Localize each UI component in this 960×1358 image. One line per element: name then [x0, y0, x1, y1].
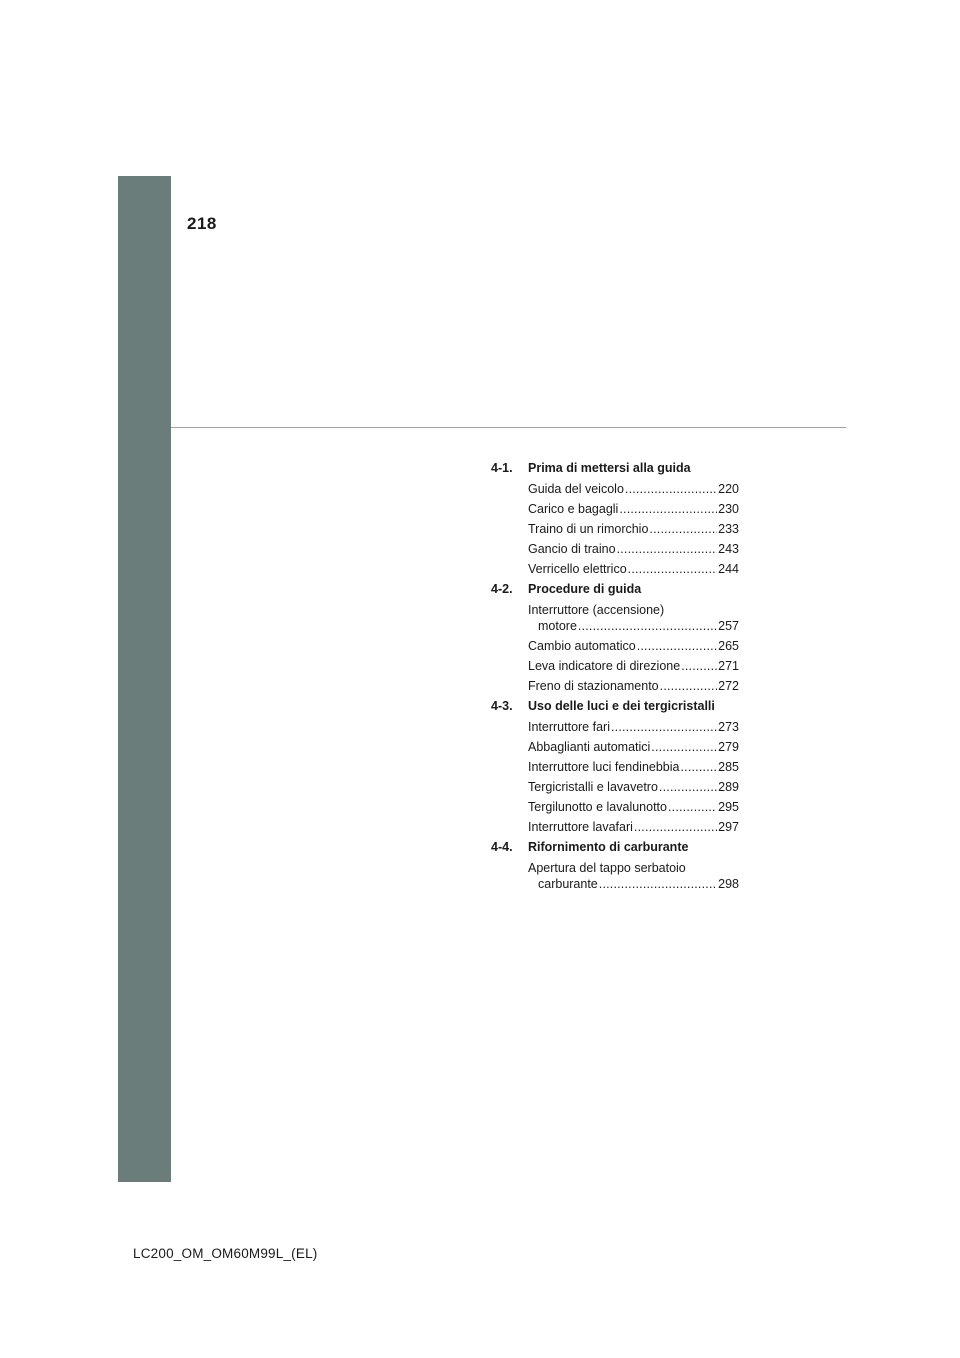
entry-page: 279: [718, 740, 739, 754]
section-title: Procedure di guida: [528, 582, 642, 596]
entry-page: 295: [718, 800, 739, 814]
entry-page: 289: [718, 780, 739, 794]
dot-leader: [637, 638, 717, 654]
section-heading: [491, 460, 741, 477]
header-divider: [171, 427, 846, 428]
toc-entry[interactable]: [528, 819, 739, 835]
entry-title: Interruttore (accensione): [528, 603, 665, 617]
dot-leader: [680, 759, 717, 775]
toc-entry[interactable]: [528, 719, 739, 735]
entry-page: 243: [718, 542, 739, 556]
manual-code: LC200_OM_OM60M99L_(EL): [133, 1246, 318, 1261]
toc-entry[interactable]: [528, 481, 739, 497]
page-number: 218: [187, 214, 217, 233]
entry-page: 233: [718, 522, 739, 536]
toc-entry[interactable]: [528, 799, 739, 815]
entry-title: Gancio di traino: [528, 542, 616, 556]
toc-entry[interactable]: [528, 658, 739, 674]
toc-section-4-2: [491, 581, 741, 694]
entry-title: Interruttore lavafari: [528, 820, 633, 834]
entry-page: 285: [718, 760, 739, 774]
dot-leader: [599, 876, 717, 892]
toc-entry[interactable]: [528, 678, 739, 694]
toc-entry[interactable]: [528, 541, 739, 557]
toc-entry[interactable]: [528, 779, 739, 795]
entry-page: 244: [718, 562, 739, 576]
entry-title: Interruttore fari: [528, 720, 610, 734]
entry-page: 298: [718, 877, 739, 891]
entry-page: 257: [718, 619, 739, 633]
entry-page: 273: [718, 720, 739, 734]
section-number: 4-4.: [491, 840, 513, 854]
table-of-contents: [491, 460, 741, 896]
entry-page: 271: [718, 659, 739, 673]
entry-title: Traino di un rimorchio: [528, 522, 649, 536]
entry-title: Tergicristalli e lavavetro: [528, 780, 658, 794]
toc-section-4-1: [491, 460, 741, 577]
toc-entry[interactable]: [528, 602, 739, 634]
section-number: 4-1.: [491, 461, 513, 475]
dot-leader: [651, 739, 717, 755]
entry-page: 265: [718, 639, 739, 653]
entry-title: Freno di stazionamento: [528, 679, 659, 693]
section-heading: [491, 581, 741, 598]
section-heading: [491, 698, 741, 715]
toc-entry[interactable]: [528, 739, 739, 755]
dot-leader: [619, 501, 717, 517]
dot-leader: [634, 819, 717, 835]
entry-title: Abbaglianti automatici: [528, 740, 651, 754]
toc-entry[interactable]: [528, 860, 739, 892]
dot-leader: [681, 658, 717, 674]
dot-leader: [668, 799, 717, 815]
entry-title: Carico e bagagli: [528, 502, 619, 516]
section-title: Uso delle luci e dei tergicristalli: [528, 699, 715, 713]
entry-title-continued: carburante: [538, 877, 598, 891]
dot-leader: [660, 678, 718, 694]
dot-leader: [628, 561, 717, 577]
dot-leader: [611, 719, 717, 735]
entry-title: Apertura del tappo serbatoio: [528, 861, 686, 875]
section-number: 4-3.: [491, 699, 513, 713]
toc-entry[interactable]: [528, 561, 739, 577]
entry-title: Cambio automatico: [528, 639, 636, 653]
section-heading: [491, 839, 741, 856]
dot-leader: [649, 521, 717, 537]
dot-leader: [625, 481, 717, 497]
entry-page: 220: [718, 482, 739, 496]
entry-title: Leva indicatore di direzione: [528, 659, 681, 673]
toc-section-4-4: [491, 839, 741, 892]
section-number: 4-2.: [491, 582, 513, 596]
toc-section-4-3: [491, 698, 741, 835]
section-title: Prima di mettersi alla guida: [528, 461, 691, 475]
toc-entry[interactable]: [528, 759, 739, 775]
entry-title: Verricello elettrico: [528, 562, 627, 576]
entry-title: Tergilunotto e lavalunotto: [528, 800, 667, 814]
entry-page: 230: [718, 502, 739, 516]
section-title: Rifornimento di carburante: [528, 840, 689, 854]
entry-page: 297: [718, 820, 739, 834]
dot-leader: [659, 779, 717, 795]
sidebar-strip: [118, 176, 171, 1182]
entry-title-continued: motore: [538, 619, 577, 633]
entry-page: 272: [718, 679, 739, 693]
toc-entry[interactable]: [528, 638, 739, 654]
toc-entry[interactable]: [528, 501, 739, 517]
entry-title: Interruttore luci fendinebbia: [528, 760, 680, 774]
dot-leader: [617, 541, 718, 557]
dot-leader: [578, 618, 717, 634]
toc-entry[interactable]: [528, 521, 739, 537]
entry-title: Guida del veicolo: [528, 482, 624, 496]
